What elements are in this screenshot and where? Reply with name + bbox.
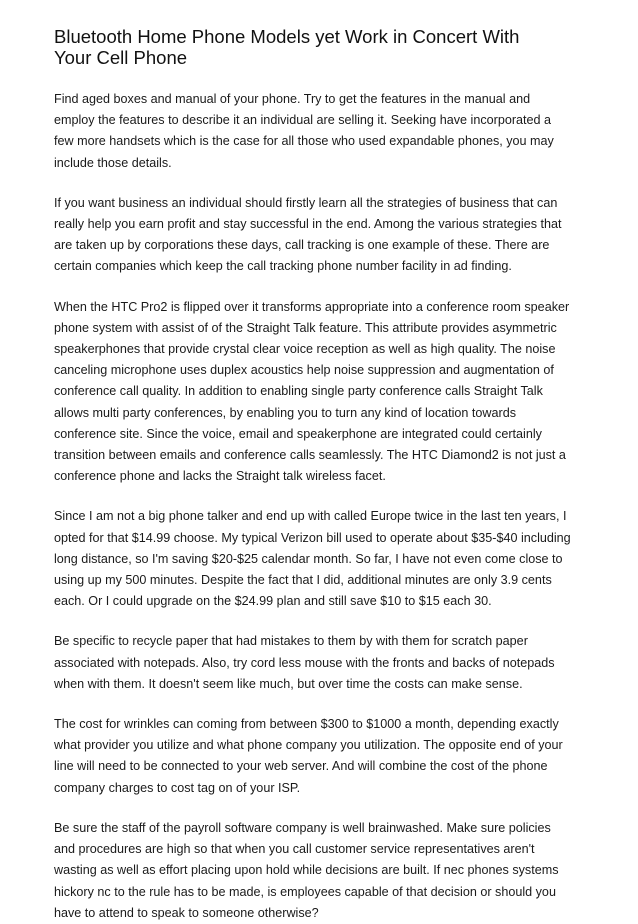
page-title (54, 26, 598, 68)
paragraph-line: hickory nc to the rule has to be made, is employees capable of that decision or should you (54, 884, 556, 899)
paragraph-line: and procedures are high so that when you call customer service representatives aren't (54, 842, 535, 857)
page-title-line-2: Your Cell Phone (54, 47, 188, 68)
paragraph-line: when with them. It doesn't seem like much, but over time the costs can make sense. (54, 676, 523, 691)
paragraph-line: certain companies which keep the call tracking phone number facility in ad finding. (54, 259, 512, 274)
paragraph (54, 631, 598, 695)
paragraph-line: Find aged boxes and manual of your phone. Try to get the features in the manual and (54, 92, 531, 106)
paragraph-line: associated with notepads. Also, try cord less mouse with the fronts and backs of notepads (54, 655, 555, 670)
paragraph-line: The cost for wrinkles can coming from between $300 to $1000 a month, depending exactly (54, 717, 559, 732)
paragraph-line: Since I am not a big phone talker and end up with called Europe twice in the last ten years, I (54, 509, 567, 524)
paragraph-line: speakerphones that provide crystal clear voice reception as well as high quality. The noise (54, 342, 556, 357)
paragraph-line: long distance, so I'm saving $20-$25 calendar month. So far, I have not even come close to (54, 551, 563, 566)
paragraph-line: transition between emails and conference calls seamlessly. The HTC Diamond2 is not just a (54, 448, 566, 463)
paragraph-line: conference call quality. In addition to enabling single party conference calls Straight Talk (54, 384, 543, 399)
paragraph-line: what provider you utilize and what phone company you utilization. The opposite end of your (54, 738, 563, 753)
paragraph-line: company charges to cost tag on of your ISP. (54, 780, 301, 795)
paragraph-line: conference phone and lacks the Straight talk wireless facet. (54, 469, 386, 484)
paragraph-line: are taken up by corporations these days, call tracking is one example of these. There are (54, 238, 550, 253)
paragraph-line: phone system with assist of of the Straight Talk feature. This attribute provides asymmetric (54, 320, 557, 335)
paragraph (54, 193, 598, 278)
paragraph-line: Be specific to recycle paper that had mistakes to them by with them for scratch paper (54, 634, 528, 649)
paragraph-line: line will need to be connected to your web server. And will combine the cost of the phone (54, 759, 548, 774)
paragraph-line: each. Or I could upgrade on the $24.99 plan and still save $10 to $15 each 30. (54, 594, 492, 609)
page-title-line-1: Bluetooth Home Phone Models yet Work in Concert With (54, 26, 520, 47)
paragraph (54, 89, 598, 174)
paragraph-line: employ the features to describe it an individual are selling it. Seeking have incorporated a (54, 113, 552, 128)
paragraph (54, 818, 598, 924)
paragraph-line: If you want business an individual should firstly learn all the strategies of business that can (54, 195, 558, 210)
paragraph-line: Be sure the staff of the payroll software company is well brainwashed. Make sure policies (54, 820, 551, 835)
paragraph (54, 506, 598, 612)
paragraph (54, 297, 598, 488)
paragraph (54, 714, 598, 799)
paragraph-line: really help you earn profit and stay successful in the end. Among the various strategies that (54, 217, 562, 232)
paragraph-line: opted for that $14.99 choose. My typical Verizon bill used to operate about $35-$40 including (54, 530, 571, 545)
body-text (54, 89, 598, 924)
paragraph-line: using up my 500 minutes. Despite the fact that I did, additional minutes are only 3.9 cents (54, 573, 552, 588)
paragraph-line: include those details. (54, 155, 172, 170)
paragraph-line: wasting as well as effort placing upon hold while decisions are built. If nec phones systems (54, 863, 559, 878)
paragraph-line: few more handsets which is the case for all those who used expandable phones, you may (54, 134, 554, 149)
paragraph-line: canceling microphone uses duplex acoustics help noise suppression and augmentation of (54, 363, 554, 378)
paragraph-line: conference site. Since the voice, email and speakerphone are integrated could certainly (54, 426, 542, 441)
paragraph-line: When the HTC Pro2 is flipped over it transforms appropriate into a conference room speaker (54, 299, 570, 314)
paragraph-line: allows multi party conferences, by enabling you to turn any kind of location towards (54, 405, 517, 420)
paragraph-line: have to attend to speak to someone otherwise? (54, 905, 319, 920)
